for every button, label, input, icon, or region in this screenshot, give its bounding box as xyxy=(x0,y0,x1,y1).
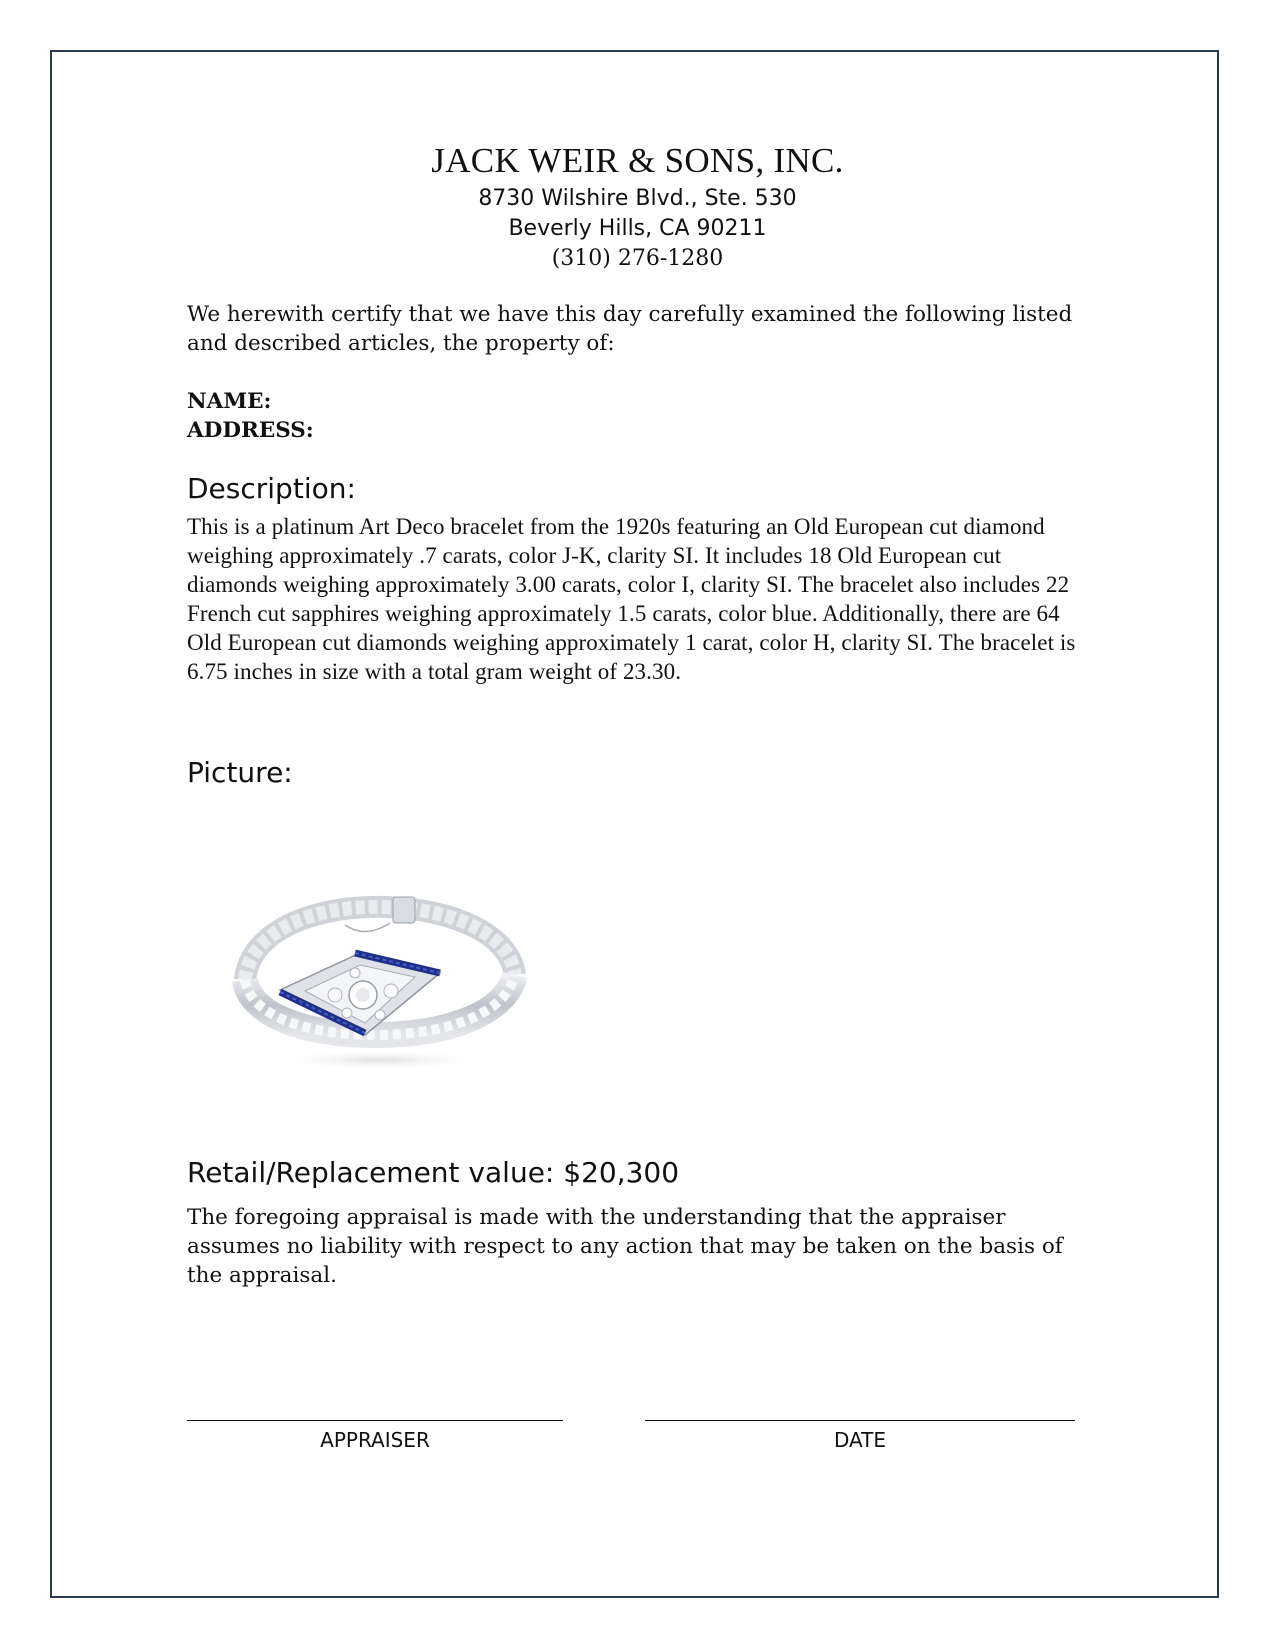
company-address-line1: 8730 Wilshire Blvd., Ste. 530 xyxy=(478,186,797,211)
picture-heading: Picture: xyxy=(187,756,293,789)
appraiser-signature-line xyxy=(187,1420,563,1421)
disclaimer-text: The foregoing appraisal is made with the understanding that the appraiser assumes no liability with respect to any action that may be taken on the basis of the appraisal. xyxy=(187,1205,1063,1288)
page-border xyxy=(50,50,1219,1598)
owner-fields xyxy=(187,387,1092,445)
description-heading: Description: xyxy=(187,472,356,505)
company-address-line2: Beverly Hills, CA 90211 xyxy=(508,216,767,241)
valuation-text: Retail/Replacement value: $20,300 xyxy=(187,1156,680,1189)
certification-statement: We herewith certify that we have this day carefully examined the following listed and described articles, the property of: xyxy=(187,302,1073,356)
date-label: DATE xyxy=(833,1428,887,1452)
bracelet-photo xyxy=(225,895,535,1075)
company-name: JACK WEIR & SONS, INC. xyxy=(431,141,844,180)
company-phone: (310) 276-1280 xyxy=(551,246,724,271)
date-signature-line xyxy=(645,1420,1075,1421)
letterhead xyxy=(0,138,1275,274)
address-label: ADDRESS: xyxy=(187,418,314,443)
appraiser-label: APPRAISER xyxy=(320,1428,430,1452)
name-label: NAME: xyxy=(187,389,272,414)
description-text: This is a platinum Art Deco bracelet from the 1920s featuring an Old European cut diamond weighing approximately .7 carats, color J-K, clarity SI. It includes 18 Old European cut diamonds weighing approximately 3.00 carats, color I, clarity SI. The bracelet also includes 22 French cut sapphires weighing approximately 1.5 carats, color blue. Additionally, there are 64 Old European cut diamonds weighing approximately 1 carat, color H, clarity SI. The bracelet is 6.75 inches in size with a total gram weight of 23.30. xyxy=(187,514,1076,684)
